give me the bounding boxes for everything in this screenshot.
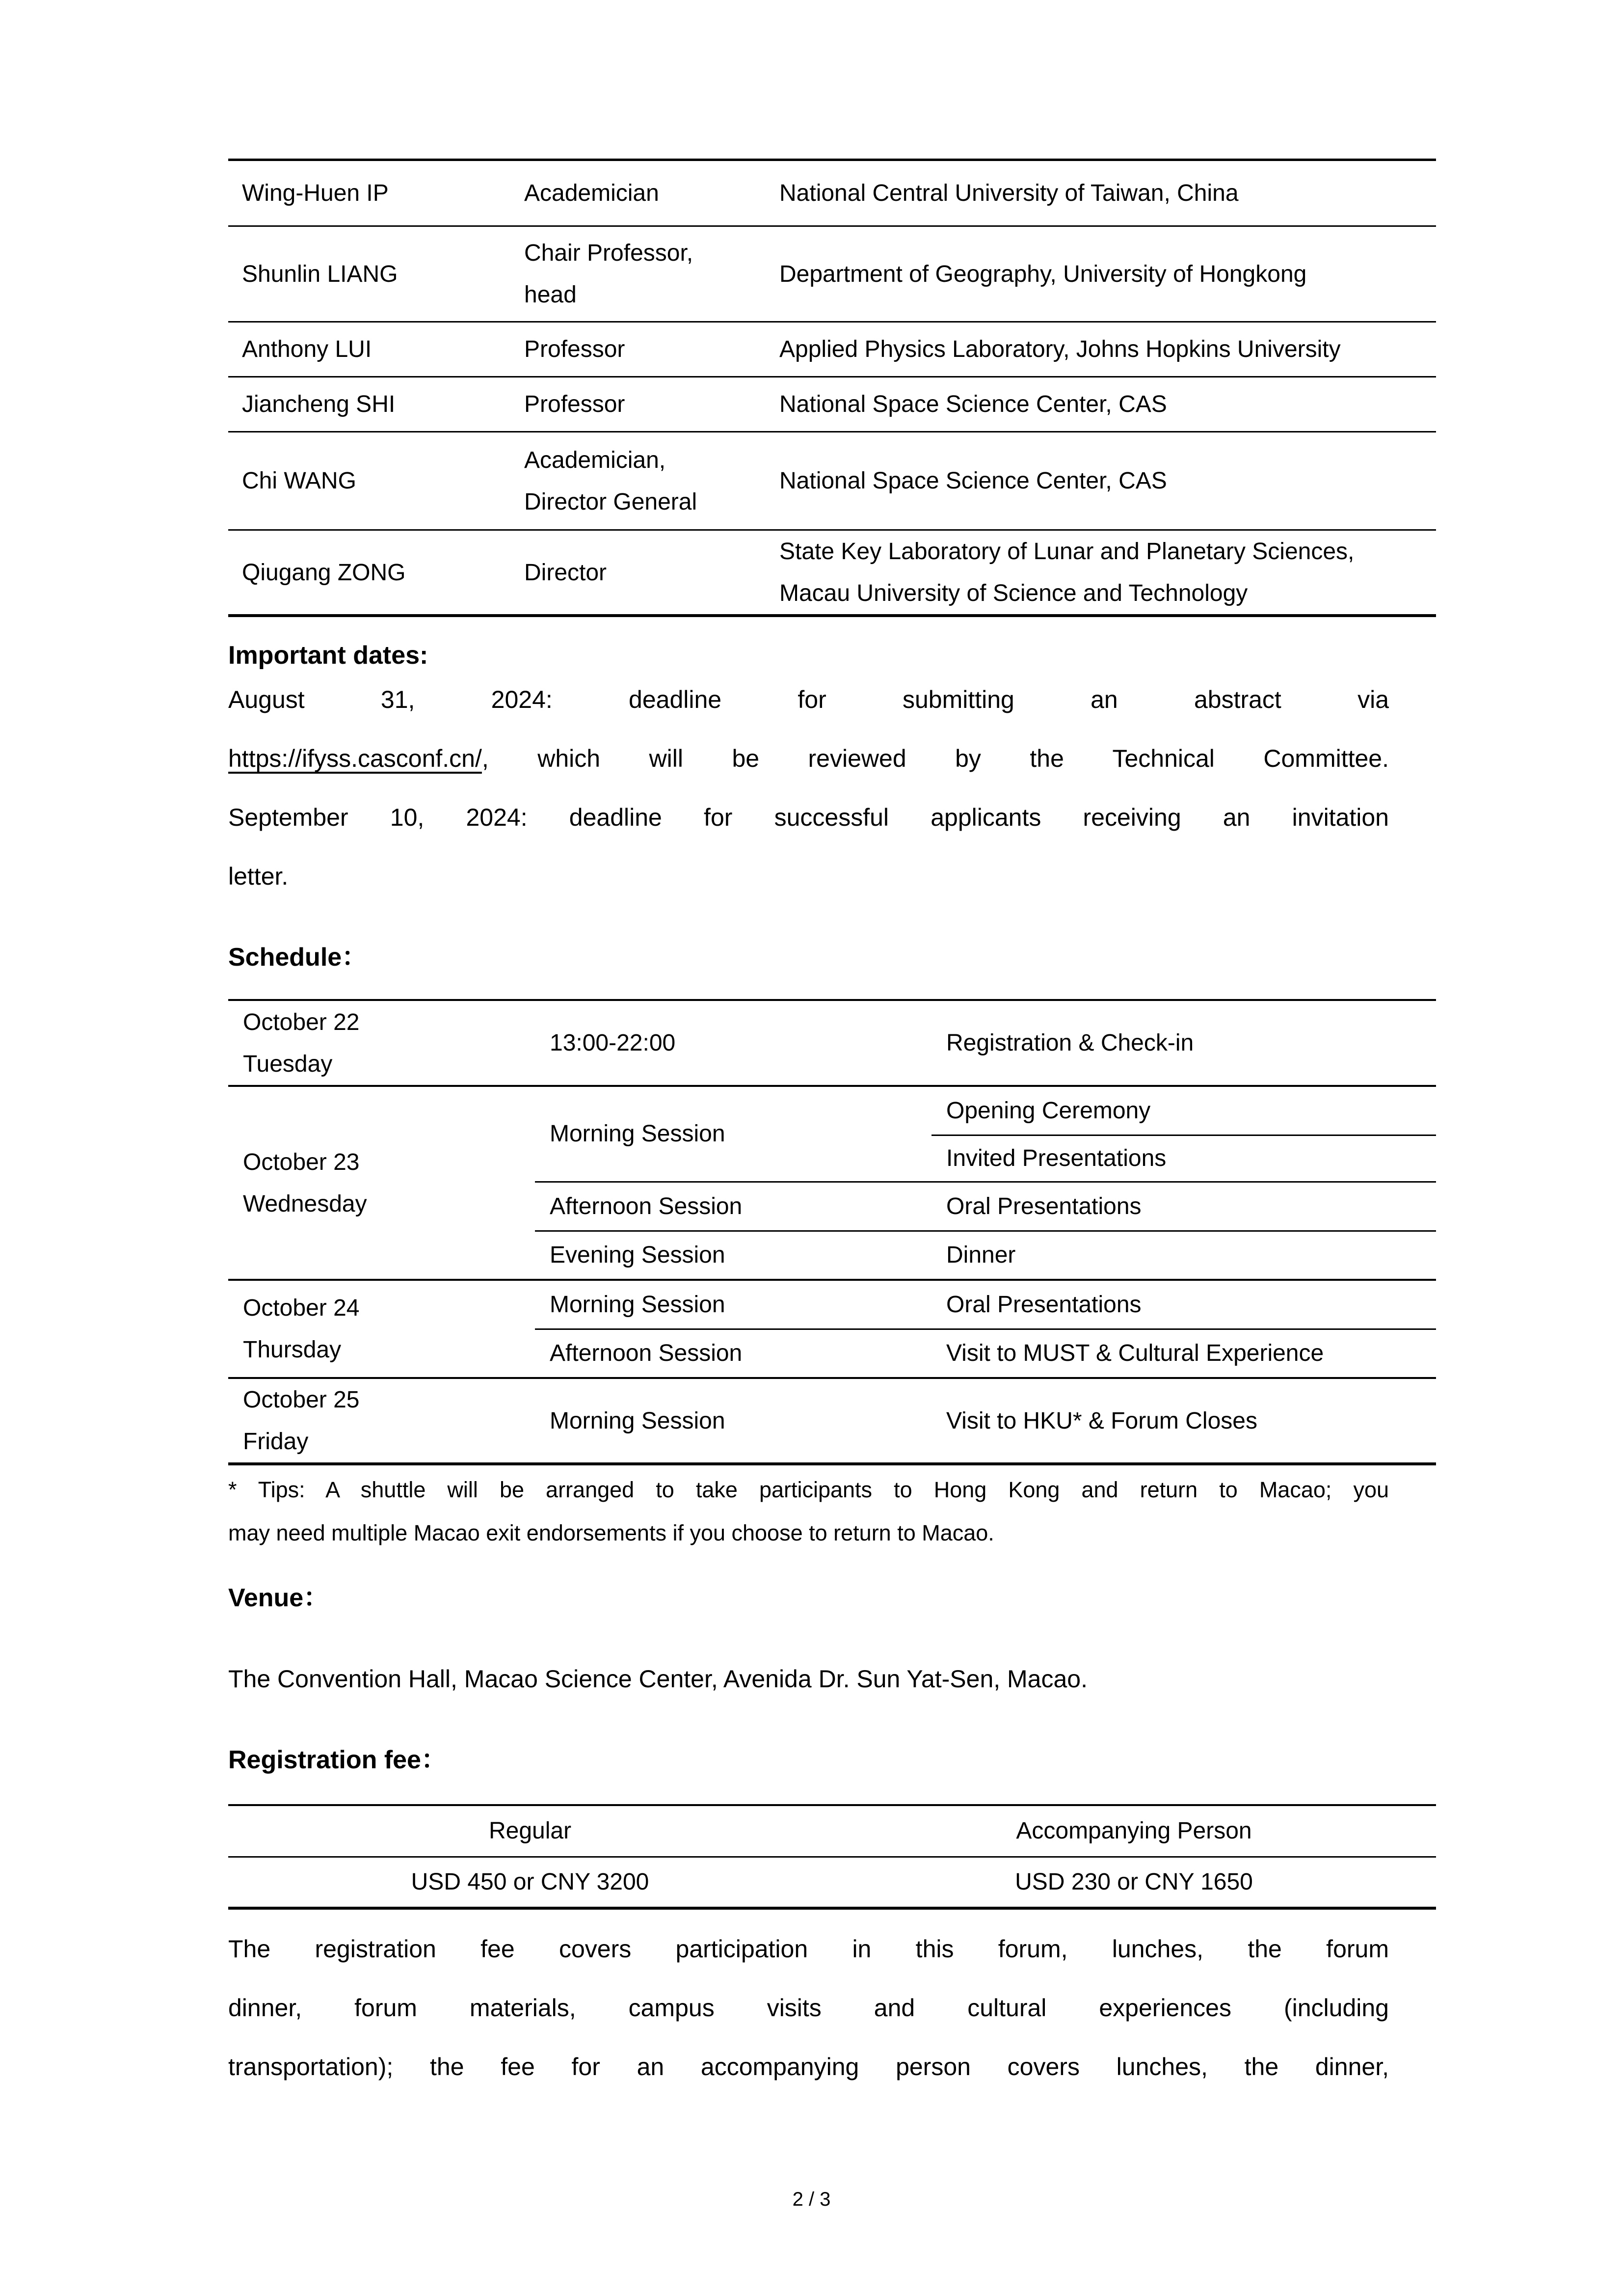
member-name <box>228 160 510 226</box>
schedule-activity-cell <box>931 1378 1436 1464</box>
member-name-text: Jiancheng SHI <box>242 391 396 417</box>
schedule-activity-text: Visit to HKU* & Forum Closes <box>946 1407 1257 1434</box>
fee-column-header: Accompanying Person <box>1016 1818 1252 1844</box>
schedule-day-text: Tuesday <box>243 1051 333 1077</box>
member-affiliation <box>766 226 1436 322</box>
schedule-day-text: Thursday <box>243 1337 342 1363</box>
schedule-activity-text: Oral Presentations <box>946 1193 1142 1219</box>
schedule-session-text: Morning Session <box>550 1407 725 1434</box>
abstract-submission-link[interactable]: https://ifyss.casconf.cn/ <box>228 745 482 772</box>
paragraph-line: September 10, 2024: deadline for successful applicants receiving an invitation <box>228 804 1389 831</box>
table-row <box>228 1000 1436 1086</box>
schedule-date-text: October 25 <box>243 1387 360 1413</box>
member-name <box>228 432 510 530</box>
schedule-session-text: Evening Session <box>550 1242 725 1269</box>
schedule-date-cell <box>228 1086 535 1280</box>
venue-paragraph <box>228 1649 1389 1708</box>
tips-line: may need multiple Macao exit endorsements if you choose to return to Macao. <box>228 1520 994 1545</box>
member-affiliation-text: National Space Science Center, CAS <box>779 468 1167 494</box>
schedule-time-text: 13:00-22:00 <box>550 1030 676 1056</box>
table-row <box>228 432 1436 530</box>
schedule-session-text: Morning Session <box>550 1121 725 1147</box>
schedule-activity-text: Oral Presentations <box>946 1291 1142 1318</box>
schedule-activity-text: Registration & Check-in <box>946 1030 1194 1056</box>
member-title <box>510 432 766 530</box>
registration-fee-paragraph <box>228 1919 1389 2096</box>
schedule-activity-cell <box>931 1182 1436 1231</box>
schedule-activity-cell <box>931 1086 1436 1135</box>
schedule-session-cell <box>535 1000 931 1086</box>
schedule-heading: Schedule： <box>228 943 368 972</box>
fee-value: USD 450 or CNY 3200 <box>411 1869 649 1895</box>
important-dates-heading: Important dates: <box>228 641 428 670</box>
venue-heading: Venue： <box>228 1584 329 1612</box>
schedule-activity-cell <box>931 1231 1436 1280</box>
table-header-row <box>228 1805 1436 1857</box>
schedule-activity-cell <box>931 1135 1436 1182</box>
venue-text: The Convention Hall, Macao Science Center, Avenida Dr. Sun Yat-Sen, Macao. <box>228 1665 1088 1693</box>
member-affiliation-text: National Central University of Taiwan, China <box>779 180 1239 206</box>
member-title <box>510 377 766 432</box>
schedule-activity-text: Visit to MUST & Cultural Experience <box>946 1340 1324 1367</box>
table-row <box>228 226 1436 322</box>
page-content <box>0 159 1623 2096</box>
schedule-session-cell <box>535 1280 931 1329</box>
member-title-text: Chair Professor, <box>524 240 693 266</box>
registration-fee-table <box>228 1804 1436 1910</box>
schedule-tips <box>228 1468 1389 1555</box>
member-title <box>510 322 766 377</box>
member-affiliation-text: State Key Laboratory of Lunar and Planetary Sciences, <box>779 539 1355 565</box>
schedule-activity-text: Invited Presentations <box>946 1145 1167 1171</box>
schedule-date-text: October 24 <box>243 1295 360 1321</box>
schedule-date-cell <box>228 1280 535 1378</box>
member-name-text: Wing-Huen IP <box>242 180 389 206</box>
schedule-date-text: October 22 <box>243 1009 360 1035</box>
registration-fee-heading: Registration fee： <box>228 1746 447 1774</box>
member-title-text: Director <box>524 559 607 586</box>
member-name-text: Shunlin LIANG <box>242 261 398 287</box>
schedule-table <box>228 999 1436 1465</box>
member-name-text: Anthony LUI <box>242 336 372 362</box>
member-affiliation <box>766 377 1436 432</box>
member-affiliation <box>766 160 1436 226</box>
member-title <box>510 160 766 226</box>
schedule-activity-text: Dinner <box>946 1242 1016 1269</box>
member-title <box>510 530 766 616</box>
schedule-activity-cell <box>931 1000 1436 1086</box>
member-name-text: Chi WANG <box>242 468 356 494</box>
member-affiliation-text: National Space Science Center, CAS <box>779 391 1167 417</box>
member-name <box>228 377 510 432</box>
table-row <box>228 1280 1436 1329</box>
member-affiliation <box>766 322 1436 377</box>
table-row <box>228 1857 1436 1908</box>
schedule-date-cell <box>228 1378 535 1464</box>
member-title <box>510 226 766 322</box>
important-dates-paragraph <box>228 670 1389 906</box>
paragraph-line: August 31, 2024: deadline for submitting an abstract via <box>228 686 1389 713</box>
paragraph-line: The registration fee covers participation in this forum, lunches, the forum <box>228 1935 1389 1963</box>
schedule-day-text: Friday <box>243 1429 309 1455</box>
table-row <box>228 377 1436 432</box>
paragraph-line-text: , which will be reviewed by the Technical Committee. <box>481 745 1389 772</box>
member-title-text: Academician <box>524 180 659 206</box>
schedule-session-text: Morning Session <box>550 1291 725 1318</box>
member-title-text: Professor <box>524 391 625 417</box>
paragraph-line: letter. <box>228 863 289 890</box>
fee-column-header: Regular <box>488 1818 572 1844</box>
paragraph-line <box>228 729 1389 788</box>
member-affiliation <box>766 530 1436 616</box>
table-row <box>228 530 1436 616</box>
schedule-session-cell <box>535 1378 931 1464</box>
member-title-text: Professor <box>524 336 625 362</box>
paragraph-line: dinner, forum materials, campus visits and cultural experiences (including <box>228 1994 1389 2022</box>
member-name <box>228 226 510 322</box>
member-title-text: head <box>524 282 577 308</box>
schedule-session-cell <box>535 1329 931 1378</box>
schedule-activity-cell <box>931 1280 1436 1329</box>
member-affiliation-text: Macau University of Science and Technology <box>779 580 1248 606</box>
schedule-date-cell <box>228 1000 535 1086</box>
schedule-date-text: October 23 <box>243 1149 360 1175</box>
table-row <box>228 1086 1436 1135</box>
schedule-session-cell <box>535 1182 931 1231</box>
member-title-text: Academician, <box>524 447 666 473</box>
schedule-day-text: Wednesday <box>243 1190 367 1217</box>
fee-value: USD 230 or CNY 1650 <box>1015 1869 1253 1895</box>
schedule-session-cell <box>535 1231 931 1280</box>
schedule-session-text: Afternoon Session <box>550 1193 743 1219</box>
member-name <box>228 530 510 616</box>
schedule-activity-cell <box>931 1329 1436 1378</box>
table-row <box>228 322 1436 377</box>
page-number: 2 / 3 <box>792 2188 831 2210</box>
table-row <box>228 160 1436 226</box>
schedule-activity-text: Opening Ceremony <box>946 1097 1151 1124</box>
member-affiliation <box>766 432 1436 530</box>
member-affiliation-text: Applied Physics Laboratory, Johns Hopkins University <box>779 336 1341 362</box>
member-name-text: Qiugang ZONG <box>242 559 406 586</box>
member-title-text: Director General <box>524 488 697 515</box>
tips-line: * Tips: A shuttle will be arranged to take participants to Hong Kong and return to Macao; you <box>228 1477 1389 1502</box>
schedule-session-cell <box>535 1086 931 1182</box>
paragraph-line: transportation); the fee for an accompanying person covers lunches, the dinner, <box>228 2053 1389 2080</box>
committee-table <box>228 159 1436 617</box>
table-row <box>228 1378 1436 1464</box>
member-name <box>228 322 510 377</box>
member-affiliation-text: Department of Geography, University of Hongkong <box>779 261 1307 287</box>
schedule-session-text: Afternoon Session <box>550 1340 743 1367</box>
